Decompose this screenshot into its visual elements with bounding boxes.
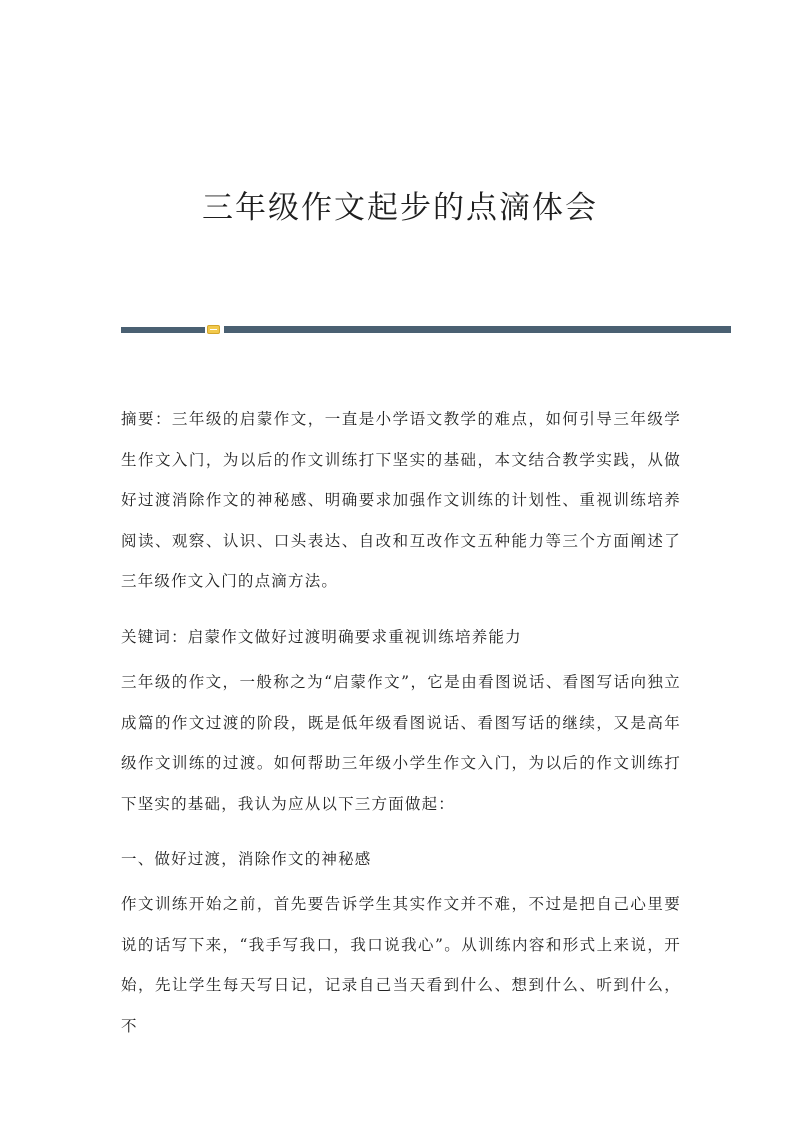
divider-left-bar <box>121 327 205 333</box>
section-1-paragraph: 作文训练开始之前，首先要告诉学生其实作文并不难，不过是把自己心里要说的话写下来，“我手写我口，我口说我心”。从训练内容和形式上来说，开始，先让学生每天写日记，记录自己当天看到什么、想到什么、听到什么，不 <box>121 895 681 1035</box>
title-divider <box>121 325 731 335</box>
abstract-paragraph: 摘要：三年级的启蒙作文，一直是小学语文教学的难点，如何引导三年级学生作文入门，为以后的作文训练打下坚实的基础，本文结合教学实践，从做好过渡消除作文的神秘感、明确要求加强作文训练的计划性、重视训练培养阅读、观察、认识、口头表达、自改和互改作文五种能力等三个方面阐述了三年级作文入门的点滴方法。 <box>121 410 681 590</box>
divider-right-bar <box>224 326 731 333</box>
section-heading-1: 一、做好过渡，消除作文的神秘感 <box>121 850 372 868</box>
intro-paragraph: 三年级的作文，一般称之为“启蒙作文”，它是由看图说话、看图写话向独立成篇的作文过渡的阶段，既是低年级看图说话、看图写话的继续，又是高年级作文训练的过渡。如何帮助三年级小学生作文入门，为以后的作文训练打下坚实的基础，我认为应从以下三方面做起： <box>121 673 681 813</box>
divider-ornament-icon <box>207 325 220 334</box>
document-title: 三年级作文起步的点滴体会 <box>202 190 598 226</box>
keywords-line: 关键词：启蒙作文做好过渡明确要求重视训练培养能力 <box>121 628 522 646</box>
